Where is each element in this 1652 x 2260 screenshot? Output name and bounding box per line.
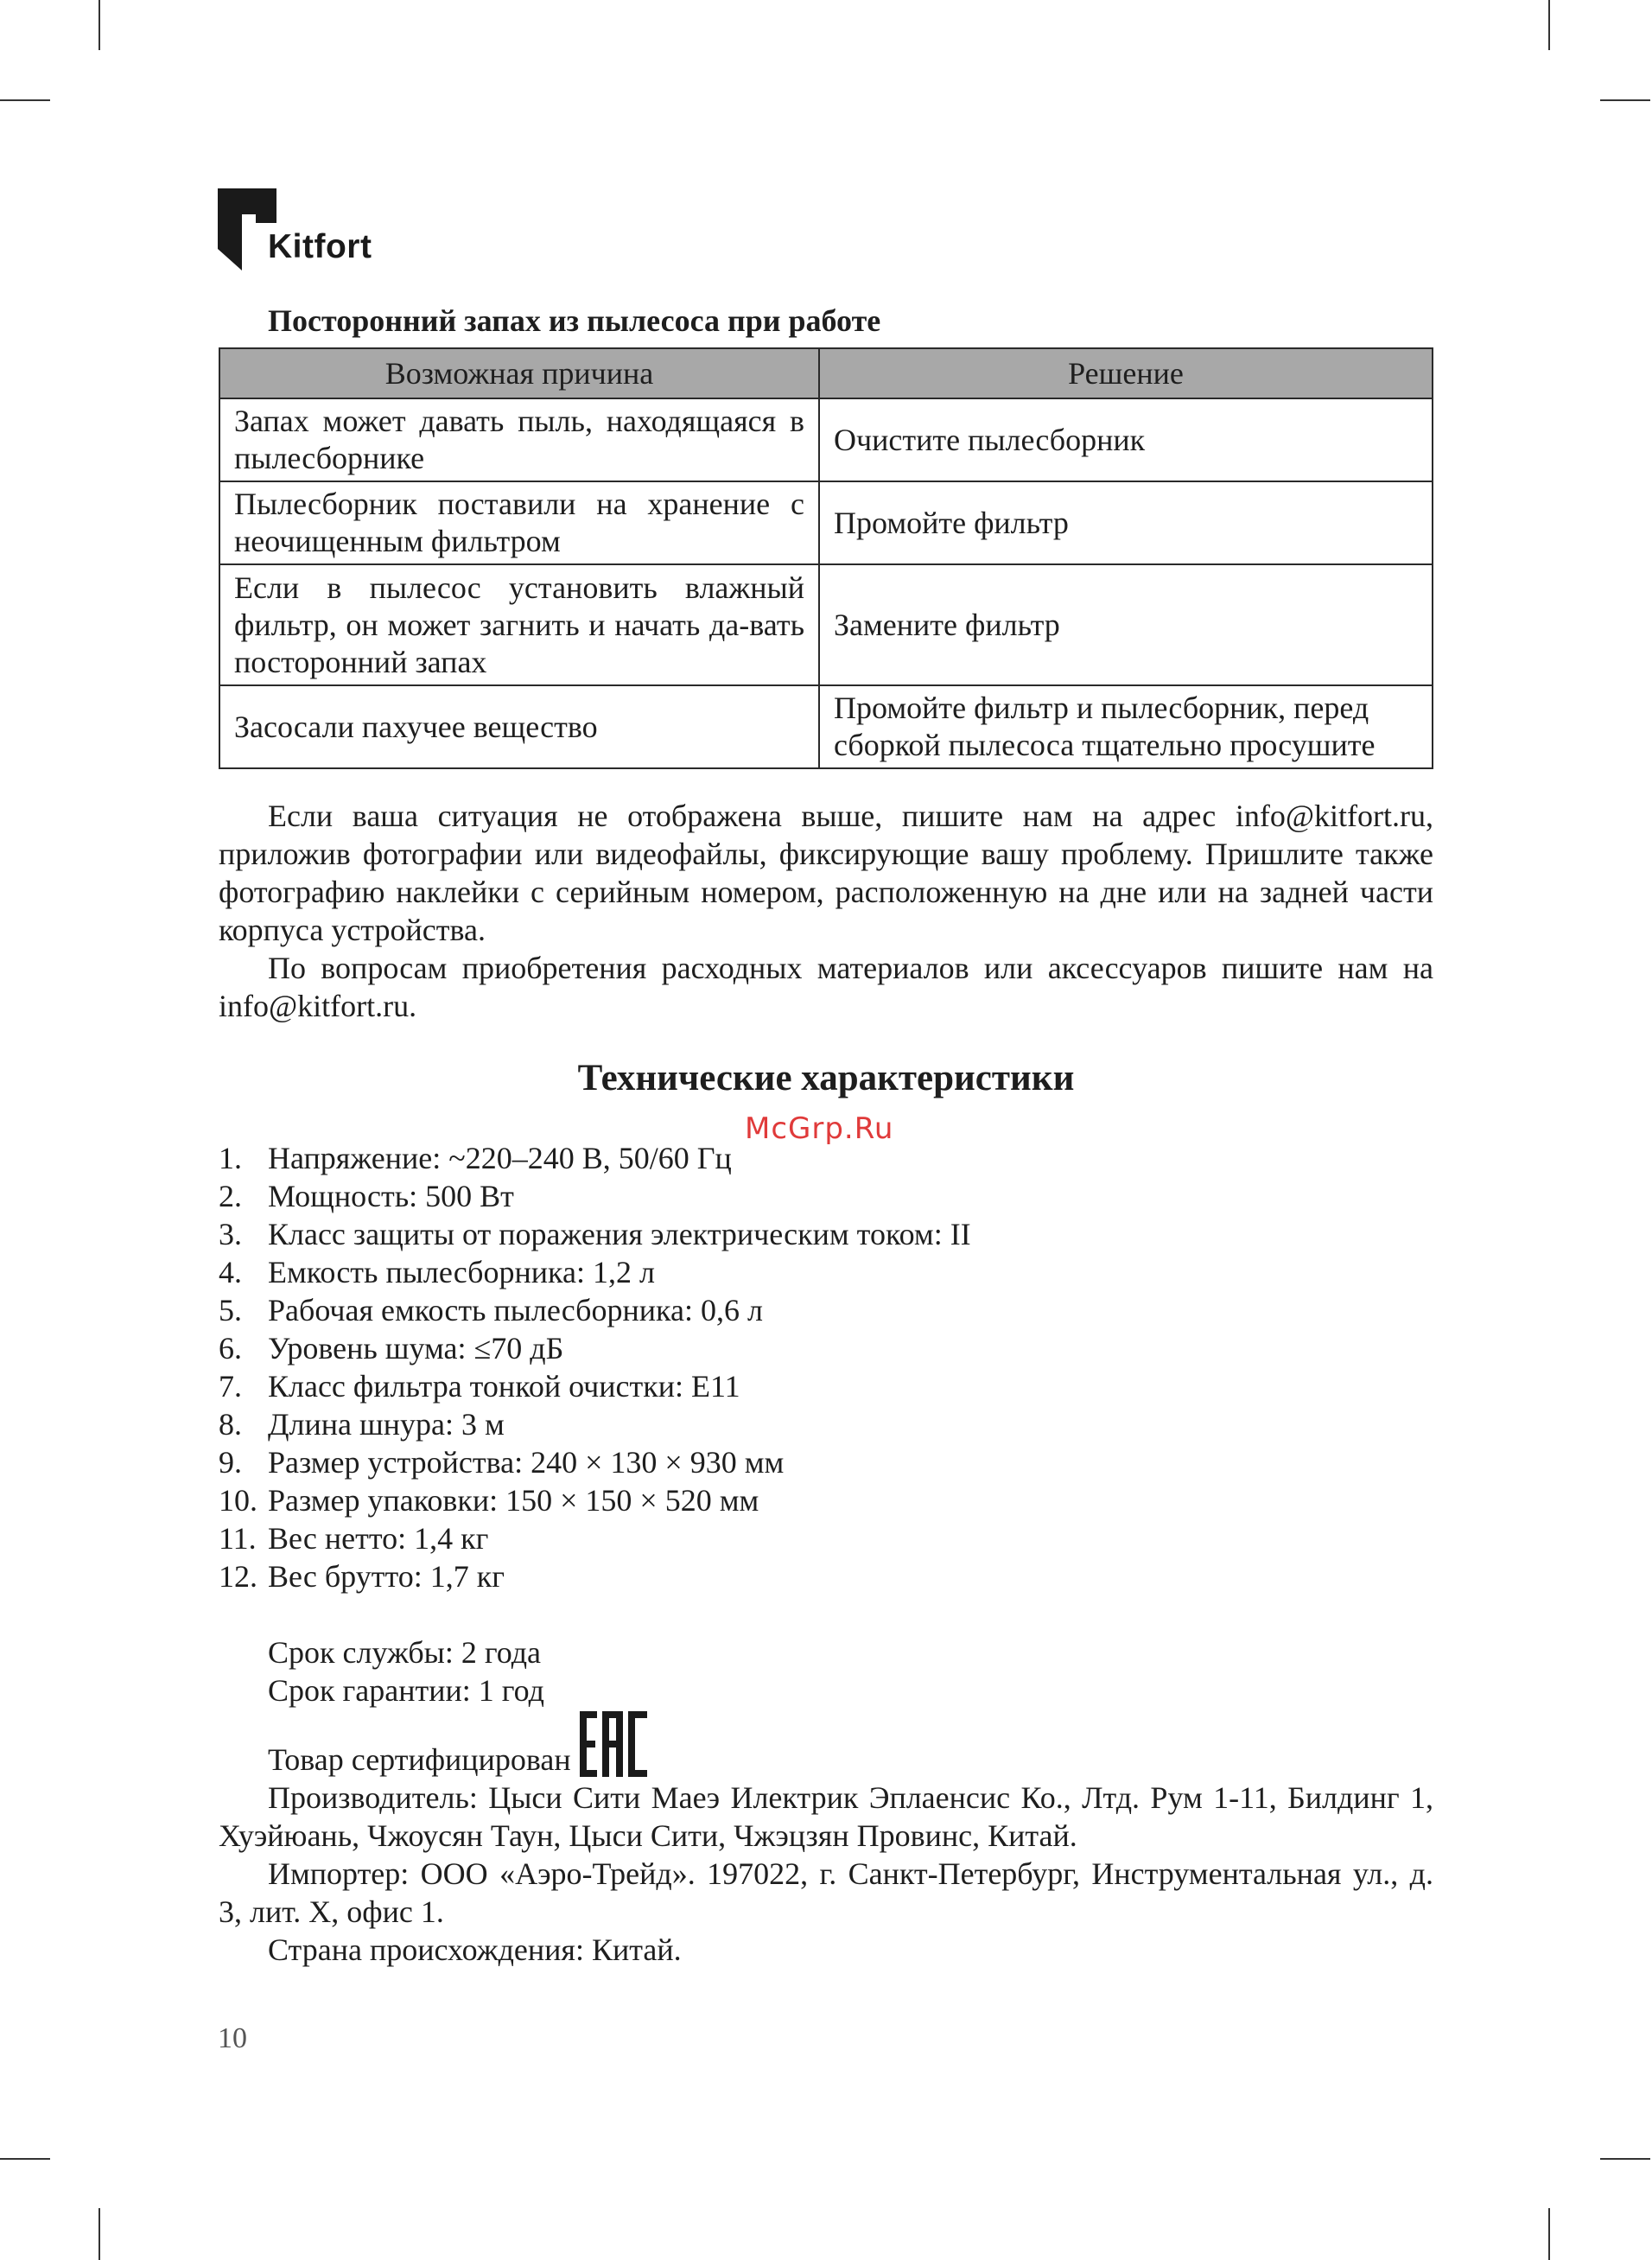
item-number: 6. xyxy=(219,1331,242,1366)
list-item xyxy=(219,1291,971,1329)
item-text: Вес нетто: 1,4 кг xyxy=(268,1521,489,1556)
column-header-solution: Решение xyxy=(819,348,1433,398)
certified-label: Товар сертифицирован xyxy=(268,1742,571,1777)
list-item xyxy=(219,1367,971,1405)
item-number: 2. xyxy=(219,1179,242,1213)
crop-mark xyxy=(1600,99,1650,101)
cell-cause: Если в пылесос установить влажный фильтр, он может загнить и начать да-вать посторонний запах xyxy=(219,564,819,685)
accessories-paragraph-text: По вопросам приобретения расходных материалов или аксессуаров пишите нам на info@kitfort.ru. xyxy=(219,951,1433,1023)
item-text: Мощность: 500 Вт xyxy=(268,1179,514,1213)
crop-mark xyxy=(0,99,50,101)
specs-list xyxy=(219,1139,971,1595)
crop-mark xyxy=(1548,2208,1550,2260)
crop-mark xyxy=(1548,0,1550,50)
cell-cause: Засосали пахучее вещество xyxy=(219,685,819,768)
table-row xyxy=(219,481,1433,564)
list-item xyxy=(219,1253,971,1291)
item-text: Вес брутто: 1,7 кг xyxy=(268,1559,505,1594)
item-text: Размер устройства: 240 × 130 × 930 мм xyxy=(268,1445,785,1480)
cell-cause: Запах может давать пыль, находящаяся в пылесборнике xyxy=(219,398,819,481)
list-item xyxy=(219,1405,971,1443)
brand-name: Kitfort xyxy=(268,228,372,265)
list-item xyxy=(219,1481,971,1519)
warranty: Срок гарантии: 1 год xyxy=(268,1673,544,1708)
crop-mark xyxy=(0,2158,50,2160)
troubleshooting-table xyxy=(219,347,1433,769)
item-number: 3. xyxy=(219,1217,242,1251)
service-life: Срок службы: 2 года xyxy=(268,1635,542,1670)
item-text: Емкость пылесборника: 1,2 л xyxy=(268,1255,655,1289)
contact-paragraph xyxy=(219,797,1433,949)
item-text: Класс фильтра тонкой очистки: E11 xyxy=(268,1369,740,1404)
item-number: 5. xyxy=(219,1293,242,1327)
list-item xyxy=(219,1557,971,1595)
item-number: 1. xyxy=(219,1141,242,1175)
item-text: Длина шнура: 3 м xyxy=(268,1407,505,1442)
list-item xyxy=(219,1215,971,1253)
accessories-paragraph xyxy=(219,949,1433,1025)
item-number: 4. xyxy=(219,1255,242,1289)
list-item xyxy=(219,1519,971,1557)
contact-paragraph-text: Если ваша ситуация не отображена выше, пишите нам на адрес info@kitfort.ru, приложив фотографии или видеофайлы, фиксирующие вашу проблему. Пришлите также фотографию наклейки с серийным номером, расположенную на дне или на задней части корпуса устройства. xyxy=(219,799,1433,947)
item-number: 9. xyxy=(219,1445,242,1480)
cell-solution: Промойте фильтр xyxy=(819,481,1433,564)
product-info xyxy=(219,1633,1433,1969)
table-row xyxy=(219,564,1433,685)
manufacturer: Производитель: Цыси Сити Маеэ Илектрик Эплаенсис Ко., Лтд. Рум 1-11, Билдинг 1, Хуэйюань, Чжоусян Таун, Цыси Сити, Чжэцзян Провинс, Китай. xyxy=(219,1780,1433,1853)
item-text: Класс защиты от поражения электрическим током: II xyxy=(268,1217,971,1251)
item-number: 11. xyxy=(219,1521,257,1556)
item-number: 12. xyxy=(219,1559,257,1594)
list-item xyxy=(219,1443,971,1481)
item-text: Рабочая емкость пылесборника: 0,6 л xyxy=(268,1293,763,1327)
crop-mark xyxy=(98,0,100,50)
crop-mark xyxy=(98,2208,100,2260)
certification xyxy=(219,1709,1433,1779)
item-text: Напряжение: ~220–240 В, 50/60 Гц xyxy=(268,1141,732,1175)
country-of-origin: Страна происхождения: Китай. xyxy=(268,1932,682,1967)
table-row xyxy=(219,685,1433,768)
column-header-cause: Возможная причина xyxy=(219,348,819,398)
table-row xyxy=(219,398,1433,481)
cell-solution: Промойте фильтр и пылесборник, перед сборкой пылесоса тщательно просушите xyxy=(819,685,1433,768)
kitfort-logo xyxy=(218,188,391,271)
list-item xyxy=(219,1139,971,1177)
importer: Импортер: ООО «Аэро-Трейд». 197022, г. Санкт-Петербург, Инструментальная ул., д. 3, лит. Х, офис 1. xyxy=(219,1856,1433,1929)
eac-mark-icon xyxy=(578,1709,649,1779)
specs-heading: Технические характеристики xyxy=(577,1058,1075,1098)
page-number: 10 xyxy=(218,2022,247,2054)
item-number: 8. xyxy=(219,1407,242,1442)
crop-mark xyxy=(1600,2158,1650,2160)
item-text: Уровень шума: ≤70 дБ xyxy=(268,1331,564,1366)
list-item xyxy=(219,1177,971,1215)
cell-solution: Очистите пылесборник xyxy=(819,398,1433,481)
list-item xyxy=(219,1329,971,1367)
table-title: Посторонний запах из пылесоса при работе xyxy=(268,303,881,338)
table-header-row xyxy=(219,348,1433,398)
watermark: McGrp.Ru xyxy=(745,1111,894,1146)
cell-cause: Пылесборник поставили на хранение с неочищенным фильтром xyxy=(219,481,819,564)
item-number: 10. xyxy=(219,1483,257,1518)
item-text: Размер упаковки: 150 × 150 × 520 мм xyxy=(268,1483,759,1518)
cell-solution: Замените фильтр xyxy=(819,564,1433,685)
item-number: 7. xyxy=(219,1369,242,1404)
